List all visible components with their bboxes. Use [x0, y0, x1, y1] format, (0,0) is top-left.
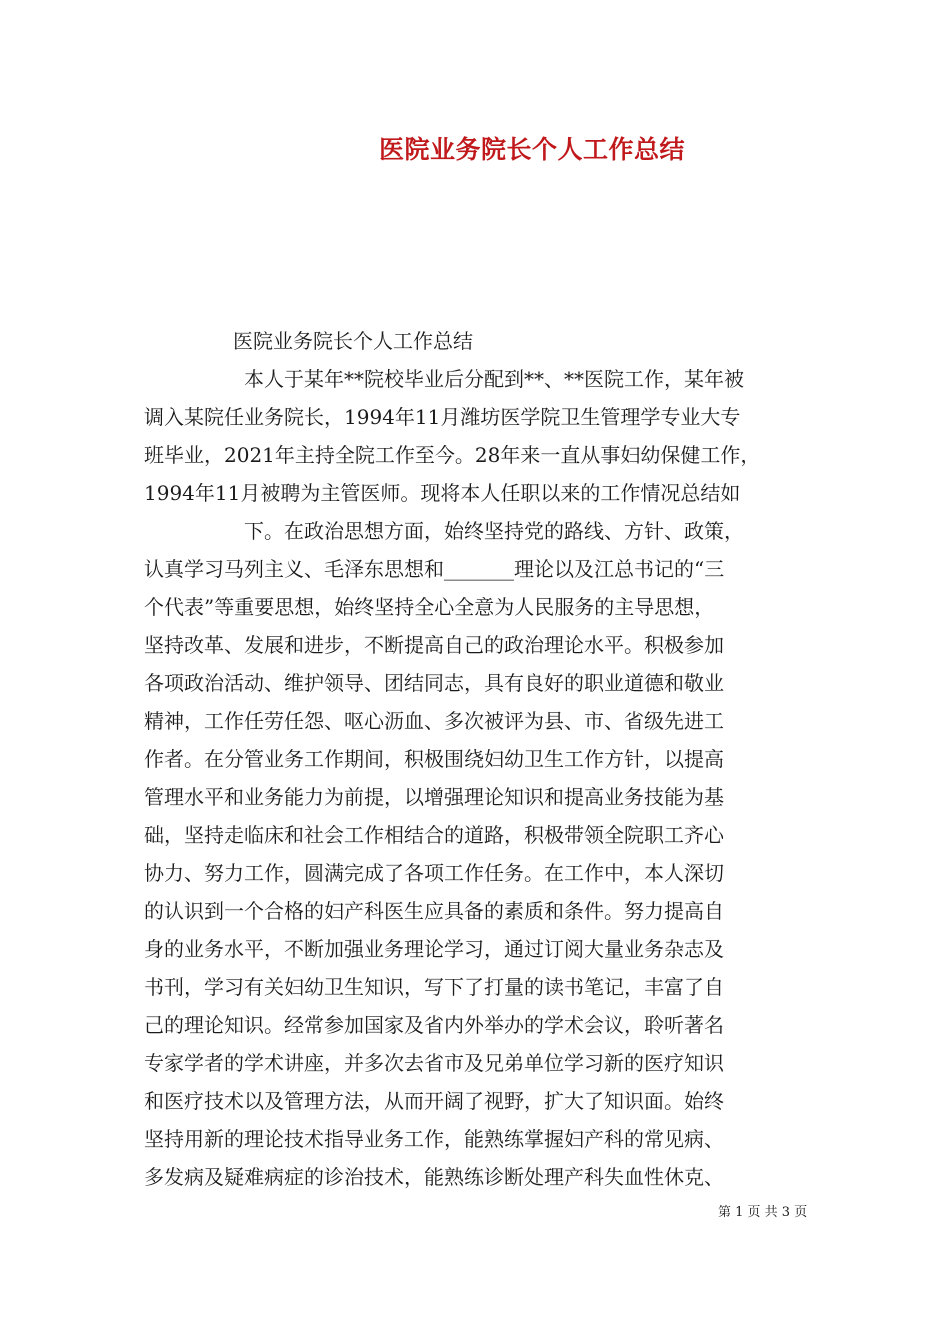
text-line: 下。在政治思想方面，始终坚持党的路线、方针、政策， — [244, 519, 744, 543]
text-line: 认真学习马列主义、毛泽东思想和_______理论以及江总书记的“三 — [144, 557, 725, 581]
text-line: 协力、努力工作，圆满完成了各项工作任务。在工作中，本人深切 — [144, 861, 724, 885]
text-line: 书刊，学习有关妇幼卫生知识，写下了打量的读书笔记，丰富了自 — [144, 975, 724, 999]
text-line: 本人于某年**院校毕业后分配到**、**医院工作，某年被 — [244, 367, 744, 391]
text-line: 多发病及疑难病症的诊治技术，能熟练诊断处理产科失血性休克、 — [144, 1165, 724, 1189]
text-line: 各项政治活动、维护领导、团结同志，具有良好的职业道德和敬业 — [144, 671, 724, 695]
text-line: 和医疗技术以及管理方法，从而开阔了视野，扩大了知识面。始终 — [144, 1089, 724, 1113]
text-line: 己的理论知识。经常参加国家及省内外举办的学术会议，聆听著名 — [144, 1013, 724, 1037]
text-line: 础，坚持走临床和社会工作相结合的道路，积极带领全院职工齐心 — [144, 823, 724, 847]
text-line: 个代表”等重要思想，始终坚持全心全意为人民服务的主导思想， — [144, 595, 715, 619]
text-line: 班毕业，2021年主持全院工作至今。28年来一直从事妇幼保健工作， — [144, 443, 761, 467]
text-line: 坚持改革、发展和进步，不断提高自己的政治理论水平。积极参加 — [144, 633, 724, 657]
page-number: 第 1 页 共 3 页 — [718, 1205, 808, 1220]
text-line: 管理水平和业务能力为前提，以增强理论知识和提高业务技能为基 — [144, 785, 724, 809]
text-line: 坚持用新的理论技术指导业务工作，能熟练掌握妇产科的常见病、 — [144, 1127, 724, 1151]
subtitle-line: 医院业务院长个人工作总结 — [233, 329, 473, 353]
text-line: 专家学者的学术讲座，并多次去省市及兄弟单位学习新的医疗知识 — [144, 1051, 724, 1075]
text-line: 作者。在分管业务工作期间，积极围绕妇幼卫生工作方针，以提高 — [144, 747, 724, 771]
text-line: 精神，工作任劳任怨、呕心沥血、多次被评为县、市、省级先进工 — [144, 709, 724, 733]
text-line: 身的业务水平，不断加强业务理论学习，通过订阅大量业务杂志及 — [144, 937, 724, 961]
text-line: 1994年11月被聘为主管医师。现将本人任职以来的工作情况总结如 — [144, 481, 741, 505]
text-line: 的认识到一个合格的妇产科医生应具备的素质和条件。努力提高自 — [144, 899, 724, 923]
page-title: 医院业务院长个人工作总结 — [378, 135, 685, 164]
text-line: 调入某院任业务院长，1994年11月潍坊医学院卫生管理学专业大专 — [144, 405, 741, 429]
